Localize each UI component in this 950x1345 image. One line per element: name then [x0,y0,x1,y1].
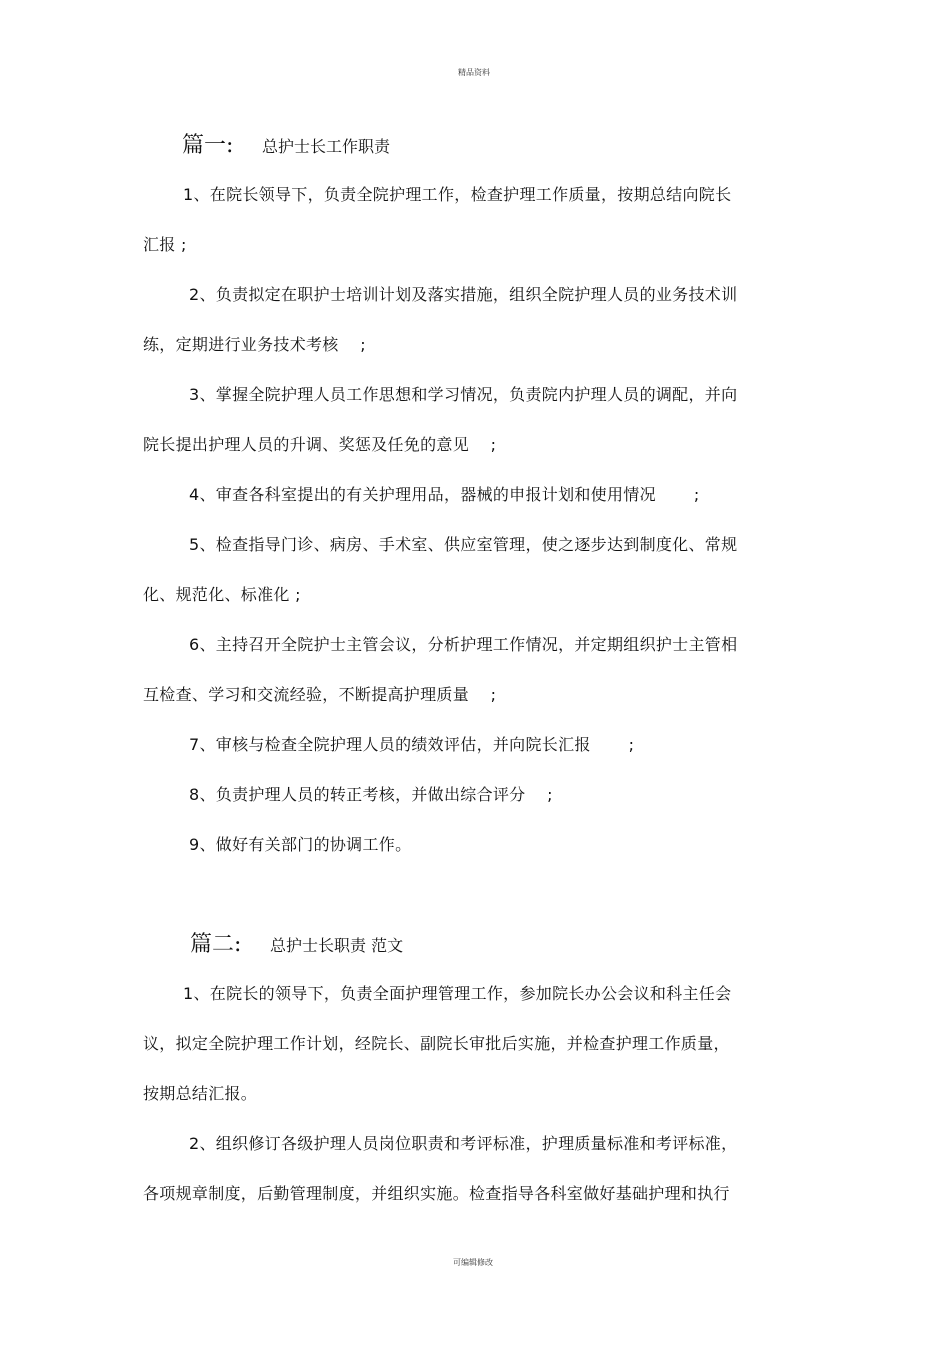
s1-line-2: 汇报 ; [143,235,187,254]
s1-line-1: 1、在院长领导下，负责全院护理工作，检查护理工作质量，按期总结向院长 [183,185,732,204]
s1-line-6: 院长提出护理人员的升调、奖惩及任免的意见 ; [143,435,497,454]
section1-title: 总护士长工作职责 [262,137,391,156]
s2-line-3: 按期总结汇报。 [143,1084,258,1103]
s2-line-2: 议，拟定全院护理工作计划，经院长、副院长审批后实施，并检查护理工作质量， [143,1034,730,1053]
s1-line-7: 4、审查各科室提出的有关护理用品，器械的申报计划和使用情况 ; [189,485,700,504]
s2-line-5: 各项规章制度，后勤管理制度，并组织实施。检查指导各科室做好基础护理和执行 [143,1184,730,1203]
s1-line-12: 7、审核与检查全院护理人员的绩效评估，并向院长汇报 ; [189,735,635,754]
s1-line-5: 3、掌握全院护理人员工作思想和学习情况，负责院内护理人员的调配，并向 [189,385,738,404]
s1-line-3: 2、负责拟定在职护士培训计划及落实措施，组织全院护理人员的业务技术训 [189,285,738,304]
s1-line-10: 6、主持召开全院护士主管会议，分析护理工作情况，并定期组织护士主管相 [189,635,738,654]
section1-label: 篇一: [182,133,234,158]
s1-line-11: 互检查、学习和交流经验，不断提高护理质量 ; [143,685,497,704]
page-header: 精品资料 [458,68,490,77]
s1-line-9: 化、规范化、标准化 ; [143,585,301,604]
page-footer: 可编辑修改 [453,1258,493,1267]
s2-line-4: 2、组织修订各级护理人员岗位职责和考评标准，护理质量标准和考评标准， [189,1134,738,1153]
s1-line-8: 5、检查指导门诊、病房、手术室、供应室管理，使之逐步达到制度化、常规 [189,535,738,554]
s2-line-1: 1、在院长的领导下，负责全面护理管理工作，参加院长办公会议和科主任会 [183,984,732,1003]
s1-line-14: 9、做好有关部门的协调工作。 [189,835,412,854]
section2-title: 总护士长职责 范文 [270,936,404,955]
section2-label: 篇二: [190,932,242,957]
s1-line-13: 8、负责护理人员的转正考核，并做出综合评分 ; [189,785,553,804]
s1-line-4: 练，定期进行业务技术考核 ; [143,335,366,354]
